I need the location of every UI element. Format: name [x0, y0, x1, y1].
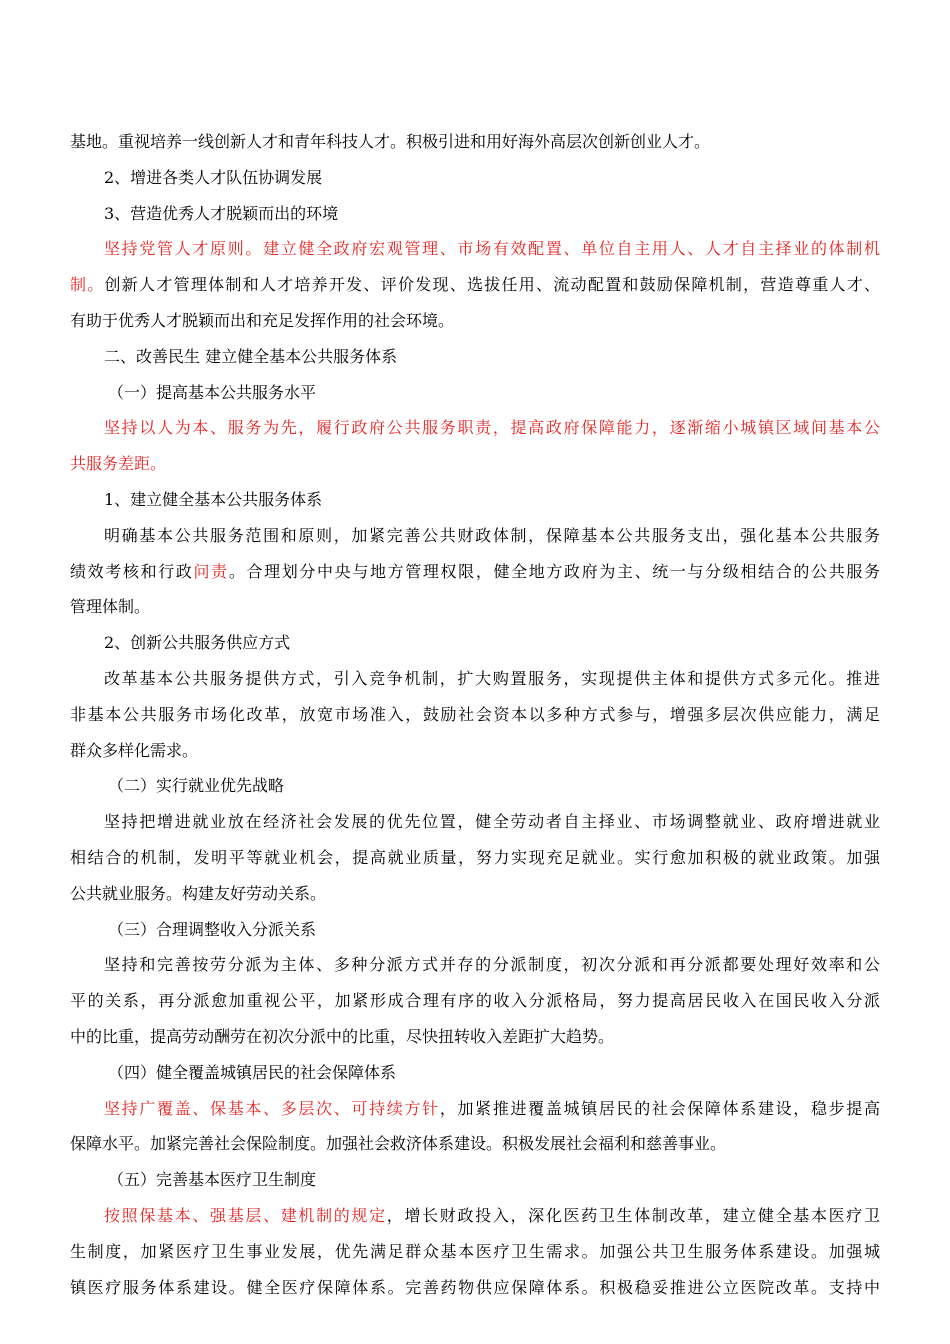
text-segment: （二）实行就业优先战略	[108, 776, 285, 796]
text-segment: （一）提高基本公共服务水平	[108, 382, 317, 402]
text-segment: 坚持把增进就业放在经济社会发展的优先位置，健全劳动者自主择业、市场调整就业、政府增进就业	[104, 812, 880, 832]
text-segment: （五）完善基本医疗卫生制度	[108, 1170, 317, 1190]
text-line	[70, 768, 880, 804]
text-line	[70, 446, 880, 482]
text-segment: 管理体制。	[70, 597, 151, 617]
text-segment: 1、建立健全基本公共服务体系	[104, 489, 323, 509]
text-line	[70, 375, 880, 411]
text-segment: 生制度，加紧医疗卫生事业发展，优先满足群众基本医疗卫生需求。加强公共卫生服务体系建设。加强城	[70, 1241, 880, 1261]
text-line	[70, 231, 880, 267]
text-segment: （四）健全覆盖城镇居民的社会保障体系	[108, 1062, 397, 1082]
text-line	[70, 303, 880, 339]
text-segment: 非基本公共服务市场化改革，放宽市场准入，鼓励社会资本以多种方式参与，增强多层次供应能力，满足	[70, 704, 880, 724]
text-segment: 绩效考核和行政	[70, 561, 194, 581]
text-line	[70, 804, 880, 840]
text-segment: 2、增进各类人才队伍协调发展	[104, 167, 323, 187]
text-line	[70, 482, 880, 518]
text-line	[70, 1091, 880, 1127]
text-line	[70, 912, 880, 948]
text-segment-red: 坚持广覆盖、保基本、多层次、可持续方针	[104, 1098, 440, 1118]
text-segment: 创新人才管理体制和人才培养开发、评价发现、选拔任用、流动配置和鼓励保障机制，营造尊重人才、	[104, 275, 880, 295]
text-segment: ，加紧推进覆盖城镇居民的社会保障体系建设，稳步提高	[439, 1098, 880, 1118]
text-segment: 坚持和完善按劳分派为主体、多种分派方式并存的分派制度，初次分派和再分派都要处理好效率和公	[104, 955, 880, 975]
text-segment: 相结合的机制，发明平等就业机会，提高就业质量，努力实现充足就业。实行愈加积极的就业政策。加强	[70, 847, 880, 867]
text-segment: 3、营造优秀人才脱颖而出的环境	[104, 203, 339, 223]
text-line	[70, 160, 880, 196]
text-segment: （三）合理调整收入分派关系	[108, 919, 317, 939]
text-line	[70, 876, 880, 912]
text-segment: ，增长财政投入，深化医药卫生体制改革，建立健全基本医疗卫	[386, 1205, 880, 1225]
text-line	[70, 1055, 880, 1091]
text-line	[70, 410, 880, 446]
text-line	[70, 947, 880, 983]
text-segment: 镇医疗服务体系建设。健全医疗保障体系。完善药物供应保障体系。积极稳妥推进公立医院改革。支持中	[70, 1277, 880, 1297]
text-segment-red: 问责	[193, 561, 229, 581]
text-segment-red: 坚持以人为本、服务为先，履行政府公共服务职责，提高政府保障能力，逐渐缩小城镇区域间基本公	[104, 418, 880, 438]
text-segment-red: 共服务差距。	[70, 454, 167, 474]
text-segment: 群众多样化需求。	[70, 740, 199, 760]
text-line	[70, 733, 880, 769]
text-line	[70, 1162, 880, 1198]
text-line	[70, 1198, 880, 1234]
text-line	[70, 625, 880, 661]
text-line	[70, 840, 880, 876]
text-segment: 保障水平。加紧完善社会保险制度。加强社会救济体系建设。积极发展社会福利和慈善事业。	[70, 1134, 727, 1154]
text-line	[70, 124, 880, 160]
text-segment: 有助于优秀人才脱颖而出和充足发挥作用的社会环境。	[70, 310, 455, 330]
text-line	[70, 661, 880, 697]
text-segment-red: 制。	[70, 275, 105, 295]
text-segment-red: 坚持党管人才原则。建立健全政府宏观管理、市场有效配置、单位自主用人、人才自主择业的体制机	[104, 239, 880, 259]
text-segment: 改革基本公共服务提供方式，引入竞争机制，扩大购置服务，实现提供主体和提供方式多元化。推进	[104, 668, 880, 688]
text-line	[70, 1019, 880, 1055]
text-segment: 。合理划分中央与地方管理权限，健全地方政府为主、统一与分级相结合的公共服务	[228, 561, 880, 581]
text-line	[70, 1234, 880, 1270]
text-line	[70, 267, 880, 303]
text-segment: 中的比重，提高劳动酬劳在初次分派中的比重，尽快扭转收入差距扩大趋势。	[70, 1026, 615, 1046]
text-line	[70, 589, 880, 625]
text-line	[70, 983, 880, 1019]
text-segment: 基地。重视培养一线创新人才和青年科技人才。积极引进和用好海外高层次创新创业人才。	[70, 132, 711, 151]
text-line	[70, 518, 880, 554]
text-line	[70, 1126, 880, 1162]
text-line	[70, 196, 880, 232]
text-segment: 明确基本公共服务范围和原则，加紧完善公共财政体制，保障基本公共服务支出，强化基本公共服务	[104, 525, 880, 545]
text-line	[70, 554, 880, 590]
text-segment: 平的关系，再分派愈加重视公平，加紧形成合理有序的收入分派格局，努力提高居民收入在国民收入分派	[70, 991, 880, 1011]
text-segment: 2、创新公共服务供应方式	[104, 633, 291, 653]
text-segment: 二、改善民生 建立健全基本公共服务体系	[104, 346, 398, 366]
text-line	[70, 697, 880, 733]
text-line	[70, 1270, 880, 1306]
text-segment-red: 按照保基本、强基层、建机制的规定	[104, 1205, 387, 1225]
text-line	[70, 339, 880, 375]
text-segment: 公共就业服务。构建友好劳动关系。	[70, 883, 327, 903]
